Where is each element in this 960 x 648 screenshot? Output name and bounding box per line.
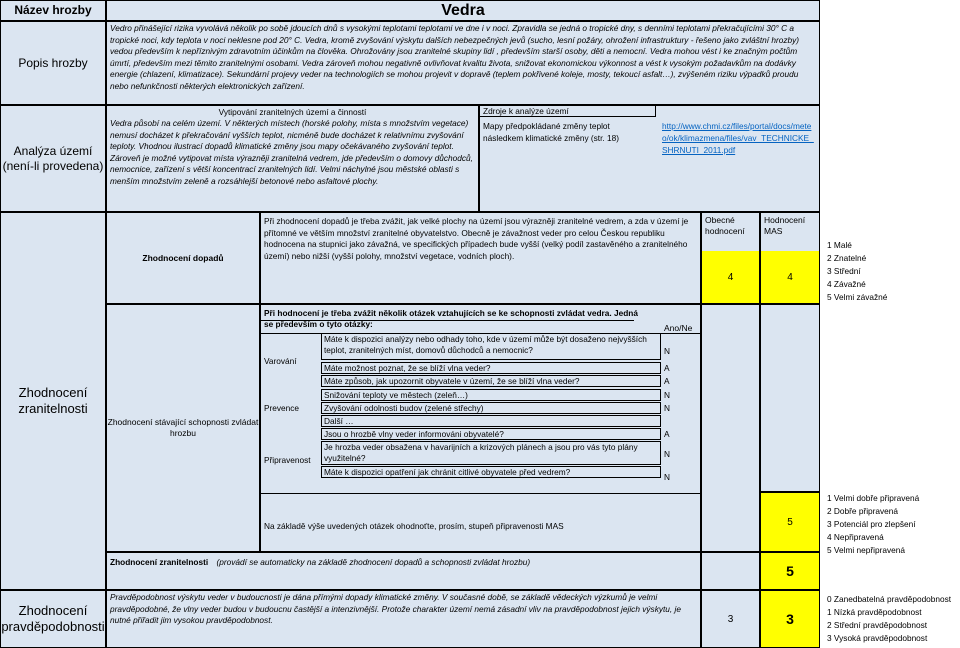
question-1: Máte k dispozici analýzy nebo odhady toho, kde v území může být dosaženo nejvyšších teplot, zranitelných míst, domovů důchodců a nemocnic? <box>321 333 661 360</box>
vulnerability-total-note: (provádí se automaticky na základě zhodnocení dopadů a schopnosti zvládat hrozbu) <box>216 557 531 567</box>
vulnerability-total-label: Zhodnocení zranitelnosti <box>110 557 209 567</box>
question-9: Máte k dispozici opatření jak chránit citlivé obyvatele před vedrem? <box>321 466 661 478</box>
analysis-text: Vedra působí na celém území. V některých místech (horské polohy, místa s množstvím vegetace) nemusí docházet k překračování vyšších teplot, nicméně bude docházet k relativnímu zvyšování teploty. Vhodnou ilustrací dopadů klimatické změny jsou mapy očekávaného zvyšování teplot. Zároveň je možné vytipovat místa výrazněji zranitelná vedrem, jde především o domovy důchodců, nemocnice, zařízení s větší koncentrací zranitelných lidí. Velmi náchylné jsou městské oblasti s menším množstvím zeleně a rozsáhlejší betonové nebo asfaltové plochy. <box>110 118 473 186</box>
description-text[interactable]: Vedro přinášející rizika vyvolává několik po sobě jdoucích dnů s vysokými teplotami teplotami ve dne i v noci. Zpravidla se jedná o tropické dny, s denními teplotami překračujícími 30° C a tropické noci, kdy teplota v noci neklesne pod 20° C. Vedra, kromě zvyšování výskytu dalších nebezpečných jevů (sucho, lesní požáry, ohrožení infrastruktury - řešeno jako zvláštní hrozby) vedou především k nepříznivým zdravotním účinkům na člověka. Ohrožovány jsou zranitelné skupiny lidí , především starší osoby, děti a nemocní. Vedra mohou vést i ke značným počtům úmrtí, především mezi těmito zranitelnými osobami. Vedra zároveň mohou negativně ovlivňovat kvalitu života, snižovat ekonomickou výkonnost a vést k vysokým požadavkům na dodávky energie (chlazení, klimatizace). Sekundární projevy veder na technologiích se mohou projevit v dopravě (teplem pokřivené koleje, mosty, tekoucí asfalt…), zvýšeném riziku výpadků proudu nebo nefunkčnosti některých elektronických zařízení. <box>106 21 820 105</box>
answer-8[interactable]: N <box>664 449 670 459</box>
readiness-general-cell <box>701 304 760 552</box>
impact-scale-4: 4 Závažné <box>827 279 866 289</box>
probability-scale-3: 3 Vysoká pravděpodobnost <box>827 633 928 643</box>
impacts-general-cell <box>701 212 760 304</box>
impact-scale-2: 2 Znatelné <box>827 253 867 263</box>
probability-label: Zhodnocení pravděpodobnosti <box>0 590 106 648</box>
question-8: Je hrozba veder obsažena v havarijních a krizových plánech a jsou pro vás tyto plány využitelné? <box>321 441 661 465</box>
analysis-label: Analýza území (není-li provedena) <box>0 105 106 212</box>
readiness-mas-value[interactable]: 5 <box>760 492 820 552</box>
impacts-general-header: Obecné hodnocení <box>705 215 745 236</box>
question-4: Snižování teploty ve městech (zeleň…) <box>321 389 661 401</box>
answer-7[interactable]: A <box>664 429 670 439</box>
impacts-label: Zhodnocení dopadů <box>106 212 260 304</box>
category-preparedness: Připravenost <box>264 455 311 465</box>
probability-scale-2: 2 Střední pravděpodobnost <box>827 620 928 630</box>
analysis-sources-cell[interactable] <box>479 105 820 212</box>
answer-3[interactable]: A <box>664 376 670 386</box>
readiness-questions-cell <box>260 304 701 552</box>
readiness-scale-1: 1 Velmi dobře připravená <box>827 493 920 503</box>
category-warning: Varování <box>264 356 297 366</box>
question-7: Jsou o hrozbě vlny veder informováni obyvatelé? <box>321 428 661 440</box>
readiness-summary-text: Na základě výše uvedených otázek ohodnoťte, prosím, stupeň připravenosti MAS <box>264 521 564 531</box>
readiness-mas-spacer <box>760 304 820 492</box>
threat-title[interactable]: Vedra <box>106 0 820 21</box>
vulnerability-label: Zhodnocení zranitelnosti <box>0 212 106 590</box>
readiness-scale-4: 4 Nepřipravená <box>827 532 884 542</box>
question-3: Máte způsob, jak upozornit obyvatele v území, že se blíží vlna veder? <box>321 375 661 387</box>
impact-scale-5: 5 Velmi závažné <box>827 292 888 302</box>
vulnerability-total-general-cell <box>701 552 760 590</box>
impacts-mas-value[interactable]: 4 <box>761 251 819 303</box>
readiness-label: Zhodnocení stávající schopnosti zvládat hrozbu <box>106 304 260 552</box>
category-prevention: Prevence <box>264 403 300 413</box>
analysis-cell[interactable] <box>106 105 479 212</box>
question-5: Zvyšování odolnosti budov (zelené střechy) <box>321 402 661 414</box>
analysis-subheader: Vytipování zranitelných území a činností <box>218 107 367 117</box>
impacts-text: Při zhodnocení dopadů je třeba zvážit, jak velké plochy na území jsou výrazněji zranitelné vedrem, a zda v území je přítomné ve větším množství zranitelné obyvatelstvo. Obecně je závažnost veder pro celou Českou republiku hodnocena na stupnici jako závažná, ve specifických případech bude vyšší (velký podíl zastavěného a zranitelného území) nebo nižší (vyšší polohy, množství vegetace, vodních ploch). <box>260 212 701 304</box>
readiness-scale-3: 3 Potenciál pro zlepšení <box>827 519 916 529</box>
impacts-mas-header: Hodnocení MAS <box>764 215 806 236</box>
impact-scale-3: 3 Střední <box>827 266 861 276</box>
impacts-general-value: 4 <box>702 251 759 303</box>
description-label: Popis hrozby <box>0 21 106 105</box>
readiness-intro: Při hodnocení je třeba zvážit několik otázek vztahujících se ke schopnosti zvládat vedra. Jedná se především o tyto otázky: <box>264 308 638 329</box>
question-2: Máte možnost poznat, že se blíží vlna veder? <box>321 362 661 374</box>
vulnerability-total-text <box>106 552 701 590</box>
answer-header: Ano/Ne <box>664 323 693 333</box>
sources-text: Mapy předpokládané změny teplot následkem klimatické změny (str. 18) <box>483 121 620 143</box>
readiness-scale-2: 2 Dobře připravená <box>827 506 899 516</box>
answer-9[interactable]: N <box>664 472 670 482</box>
sources-link[interactable]: http://www.chmi.cz/files/portal/docs/meteo/ok/klimazmena/files/vav_TECHNICKE_SHRNUTI_2011.pdf <box>662 121 814 155</box>
answer-4[interactable]: N <box>664 390 670 400</box>
question-6: Další … <box>321 415 661 427</box>
probability-mas-value[interactable]: 3 <box>760 590 820 648</box>
readiness-scale-5: 5 Velmi nepřipravená <box>827 545 905 555</box>
impacts-mas-cell[interactable] <box>760 212 820 304</box>
probability-scale-1: 1 Nízká pravděpodobnost <box>827 607 922 617</box>
vulnerability-total-value[interactable]: 5 <box>760 552 820 590</box>
answer-1[interactable]: N <box>664 346 670 356</box>
answer-5[interactable]: N <box>664 403 670 413</box>
probability-scale-0: 0 Zanedbatelná pravděpodobnost <box>827 594 952 604</box>
probability-text: Pravděpodobnost výskytu veder v budoucnosti je dána přímými dopady klimatické změny. V současné době, se základě vědeckých výzkumů je velmi pravděpodobné, že vlny veder budou v budoucnu častější a intenzivnější. Protože charakter území nemá zásadní vliv na pravděpodobnost jejich výskytu, je nutné přiřadit jim vysokou pravděpodobnost. <box>106 590 701 648</box>
threat-name-label: Název hrozby <box>0 0 106 21</box>
sources-label: Zdroje k analýze území <box>480 106 656 117</box>
impact-scale-1: 1 Malé <box>827 240 852 250</box>
probability-general-value: 3 <box>701 590 760 648</box>
answer-2[interactable]: A <box>664 363 670 373</box>
